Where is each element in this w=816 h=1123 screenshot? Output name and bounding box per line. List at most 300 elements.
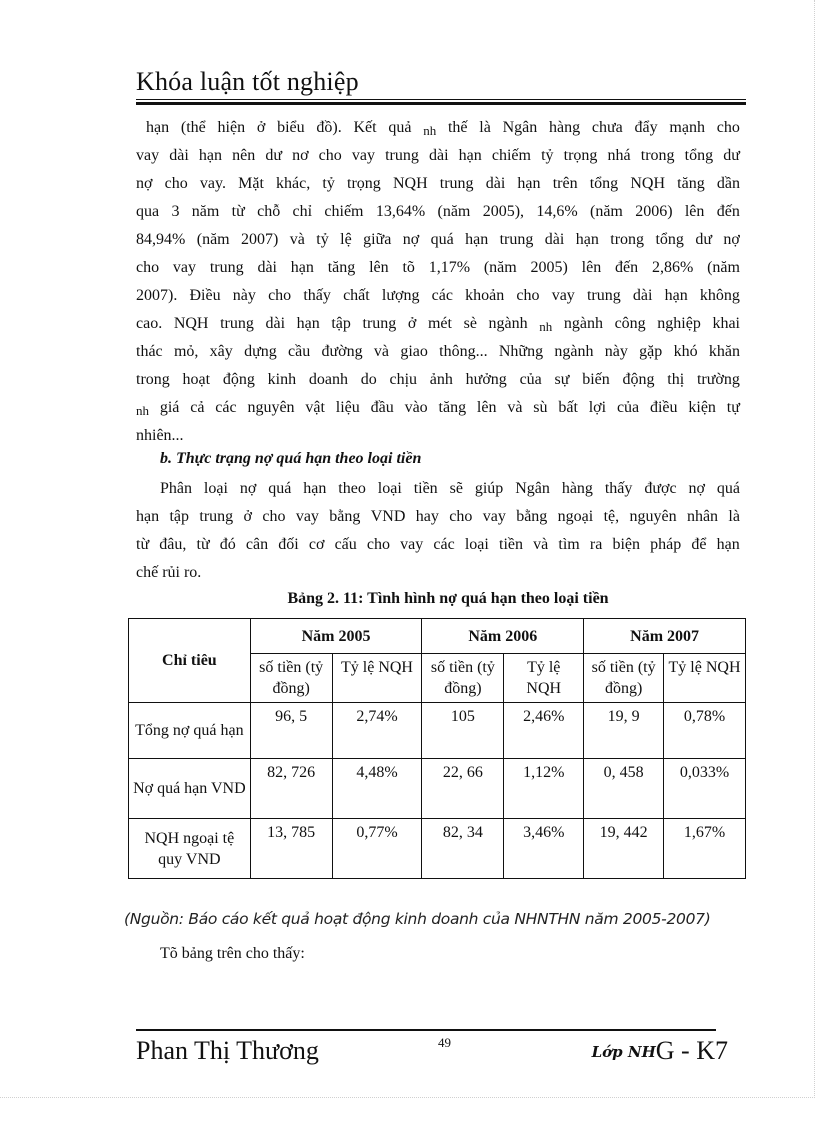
footer-class-code: G - K7 bbox=[655, 1036, 728, 1065]
word: dài bbox=[265, 315, 286, 332]
word: (năm bbox=[196, 231, 230, 248]
word: vay bbox=[551, 287, 575, 304]
word: cho bbox=[164, 175, 188, 192]
word: chế rủi ro. bbox=[136, 564, 202, 581]
row-label: Nợ quá hạn VND bbox=[129, 759, 251, 819]
table-cell: 2,74% bbox=[332, 703, 422, 759]
word: trọng bbox=[347, 175, 381, 192]
table-row bbox=[129, 703, 746, 759]
paragraph-line bbox=[136, 254, 740, 282]
paragraph-npl-by-term bbox=[136, 114, 740, 450]
word: hạn bbox=[517, 175, 541, 192]
header-rule-thick bbox=[136, 102, 746, 105]
word: 84,94% bbox=[136, 231, 186, 248]
word: cao. bbox=[136, 315, 163, 332]
word: Ngân bbox=[502, 119, 538, 136]
table-source-note: (Nguồn: Báo cáo kết quả hoạt động kinh doanh của NHNTHN năm 2005-2007) bbox=[124, 910, 711, 928]
word: ra bbox=[589, 536, 603, 553]
word: dài bbox=[632, 287, 653, 304]
paragraph-npl-by-currency bbox=[136, 475, 740, 587]
year-header: Năm 2007 bbox=[584, 619, 746, 654]
word: cho bbox=[318, 147, 342, 164]
table-cell: 22, 66 bbox=[422, 759, 504, 819]
word: đẩy bbox=[634, 119, 658, 136]
paragraph-line bbox=[136, 310, 740, 338]
amount-subheader: số tiền (tỷ đồng) bbox=[422, 654, 504, 703]
word: vay bbox=[172, 259, 197, 276]
word: đó bbox=[219, 536, 236, 553]
row-label: Tổng nợ quá hạn bbox=[129, 703, 251, 759]
word: cho bbox=[136, 259, 160, 276]
word: các bbox=[431, 287, 453, 304]
header-rule-thin bbox=[136, 99, 746, 100]
word: tỷ bbox=[541, 147, 554, 164]
word: vay. bbox=[199, 175, 226, 192]
table-row bbox=[129, 819, 746, 879]
word: Kết bbox=[353, 119, 377, 136]
table-cell: 0,033% bbox=[664, 759, 746, 819]
word: lên bbox=[476, 399, 497, 416]
word: giá bbox=[159, 399, 180, 416]
word: cho bbox=[268, 287, 292, 304]
word: qua bbox=[136, 203, 160, 220]
word: đối bbox=[278, 536, 299, 553]
footer-class bbox=[592, 1036, 728, 1066]
word: trong bbox=[610, 231, 645, 248]
word: trung bbox=[220, 315, 254, 332]
word: hoạt bbox=[182, 371, 211, 388]
word: động bbox=[622, 371, 655, 388]
word: tự bbox=[726, 399, 740, 416]
word: cho bbox=[366, 536, 391, 553]
word: này bbox=[604, 343, 628, 360]
word: trung bbox=[586, 287, 621, 304]
paragraph-line bbox=[136, 422, 740, 450]
word: nên bbox=[232, 147, 256, 164]
word: dài bbox=[169, 147, 189, 164]
word: lên bbox=[684, 203, 705, 220]
ratio-subheader: Tỷ lệ NQH bbox=[332, 654, 422, 703]
word: (năm bbox=[483, 259, 517, 276]
word: chỗ bbox=[257, 203, 281, 220]
word: kinh bbox=[267, 371, 297, 388]
word: mỏ, bbox=[173, 343, 199, 360]
word: bất bbox=[558, 399, 578, 416]
word: của bbox=[519, 371, 542, 388]
table-cell: 96, 5 bbox=[250, 703, 332, 759]
word: trung bbox=[199, 508, 234, 525]
running-header-title: Khóa luận tốt nghiệp bbox=[136, 67, 359, 96]
word: dư bbox=[723, 147, 740, 164]
word: chất bbox=[343, 287, 370, 304]
table-header-row bbox=[129, 619, 746, 654]
word: hạn bbox=[458, 147, 482, 164]
word: tỷ bbox=[322, 175, 335, 192]
word: ngành bbox=[563, 315, 603, 332]
paragraph-line bbox=[136, 282, 740, 310]
word: Mặt bbox=[238, 175, 264, 192]
word: nợ bbox=[136, 175, 153, 192]
word: dựng bbox=[244, 343, 277, 360]
word: hàng bbox=[549, 119, 581, 136]
table-cell: 4,48% bbox=[332, 759, 422, 819]
paragraph-line bbox=[136, 338, 740, 366]
word: vay bbox=[400, 536, 424, 553]
word: hạn bbox=[303, 480, 327, 497]
paragraph-line bbox=[136, 198, 740, 226]
word: quá bbox=[716, 480, 740, 497]
word: trung bbox=[362, 315, 397, 332]
section-heading: b. Thực trạng nợ quá hạn theo loại tiền bbox=[160, 450, 422, 467]
word: tổng bbox=[655, 231, 684, 248]
word: trọng bbox=[563, 147, 598, 164]
word: từ bbox=[196, 536, 210, 553]
word: công bbox=[614, 315, 646, 332]
word: do bbox=[360, 371, 377, 388]
word: lên bbox=[581, 259, 602, 276]
word: loại bbox=[464, 536, 489, 553]
word: các bbox=[215, 399, 237, 416]
word: chưa bbox=[591, 119, 623, 136]
word: đường bbox=[321, 343, 363, 360]
table-cell: 0,77% bbox=[332, 819, 422, 879]
word: từ bbox=[136, 536, 150, 553]
ratio-subheader: Tỷ lệ NQH bbox=[664, 654, 746, 703]
word: nh bbox=[539, 319, 553, 334]
word: là bbox=[728, 508, 740, 525]
page-number: 49 bbox=[438, 1035, 451, 1050]
word: loại bbox=[203, 480, 228, 497]
word: nhá bbox=[607, 147, 631, 164]
word: khó bbox=[673, 343, 698, 360]
word: cơ bbox=[308, 536, 325, 553]
word: đến bbox=[615, 259, 639, 276]
word: và bbox=[289, 231, 305, 248]
table-cell: 2,46% bbox=[504, 703, 584, 759]
word: dài bbox=[544, 231, 565, 248]
word: chiếm bbox=[491, 147, 531, 164]
word: cân bbox=[245, 536, 269, 553]
word: lượng bbox=[381, 287, 420, 304]
word: hưởng bbox=[465, 371, 507, 388]
word: hiện bbox=[217, 119, 246, 136]
word: NQH bbox=[173, 315, 209, 332]
table-cell: 19, 9 bbox=[584, 703, 664, 759]
word: chịu bbox=[389, 371, 418, 388]
word: chỉ bbox=[292, 203, 313, 220]
word: ngoại bbox=[557, 508, 594, 525]
word: nợ bbox=[239, 480, 257, 497]
word: tìm bbox=[558, 536, 580, 553]
word: doanh bbox=[308, 371, 348, 388]
word: nguyên bbox=[247, 399, 295, 416]
word: 1,17% bbox=[428, 259, 471, 276]
word: thông... bbox=[439, 343, 488, 360]
word: Những bbox=[498, 343, 544, 360]
word: Ngân bbox=[515, 480, 550, 497]
word: tiền bbox=[499, 536, 523, 553]
word: vay bbox=[482, 508, 506, 525]
word: VND bbox=[370, 508, 406, 525]
paragraph-line bbox=[136, 531, 740, 559]
word: (năm bbox=[590, 203, 623, 220]
word: trong bbox=[136, 371, 170, 388]
paragraph-line bbox=[136, 170, 740, 198]
word: 13,64% bbox=[375, 203, 426, 220]
word: nhiên... bbox=[136, 427, 184, 444]
word: tõ bbox=[402, 259, 415, 276]
word: xây bbox=[209, 343, 233, 360]
word: theo bbox=[338, 480, 366, 497]
word: là bbox=[479, 119, 491, 136]
word: đâu, bbox=[159, 536, 187, 553]
word: (năm bbox=[707, 259, 740, 276]
word: sẽ bbox=[449, 480, 463, 497]
word: biện bbox=[612, 536, 640, 553]
word: nhân bbox=[686, 508, 719, 525]
word: khác, bbox=[276, 175, 311, 192]
word: 3 bbox=[171, 203, 180, 220]
word: ảnh bbox=[429, 371, 453, 388]
year-header: Năm 2006 bbox=[422, 619, 584, 654]
word: vào bbox=[404, 399, 428, 416]
word: mạnh bbox=[669, 119, 705, 136]
word: cho bbox=[516, 287, 540, 304]
word: nh bbox=[423, 123, 437, 138]
footer-rule bbox=[136, 1029, 716, 1031]
word: dài bbox=[485, 175, 506, 192]
word: cầu bbox=[288, 343, 311, 360]
word: sự bbox=[554, 371, 570, 388]
word: hạn bbox=[575, 231, 599, 248]
word: trường bbox=[696, 371, 740, 388]
word: này bbox=[232, 287, 256, 304]
word: quá bbox=[268, 480, 292, 497]
word: bằng bbox=[329, 508, 361, 525]
word: và bbox=[507, 399, 523, 416]
word: 2007) bbox=[241, 231, 279, 248]
word: ngành bbox=[554, 343, 594, 360]
word: đến bbox=[716, 203, 740, 220]
table-corner-header: Chỉ tiêu bbox=[129, 619, 251, 703]
ratio-subheader: Tỷ lệ NQH bbox=[504, 654, 584, 703]
table-cell: 13, 785 bbox=[250, 819, 332, 879]
word: dài bbox=[429, 147, 449, 164]
word: cả bbox=[190, 399, 205, 416]
word: trong bbox=[640, 147, 675, 164]
word: NQH bbox=[392, 175, 428, 192]
word: để bbox=[691, 536, 707, 553]
word: năm bbox=[191, 203, 220, 220]
word: dần bbox=[716, 175, 740, 192]
word: vay bbox=[136, 147, 160, 164]
word: chiếm bbox=[324, 203, 364, 220]
word: sè bbox=[463, 315, 477, 332]
word: trung bbox=[209, 259, 244, 276]
footer-author: Phan Thị Thương bbox=[136, 1036, 319, 1065]
word: tệ, bbox=[603, 508, 620, 525]
word: tổng bbox=[589, 175, 619, 192]
word: thế bbox=[447, 119, 468, 136]
table-caption: Bảng 2. 11: Tình hình nợ quá hạn theo loại tiền bbox=[287, 590, 609, 607]
post-table-sentence: Tõ bảng trên cho thấy: bbox=[160, 945, 305, 962]
word: nợ bbox=[723, 231, 740, 248]
word: hàng bbox=[561, 480, 593, 497]
word: 2007). bbox=[136, 287, 178, 304]
word: hay bbox=[415, 508, 439, 525]
word: nơ bbox=[292, 147, 309, 164]
word: cho bbox=[716, 119, 740, 136]
word: giao bbox=[400, 343, 428, 360]
word: cho bbox=[262, 508, 286, 525]
table-cell: 1,67% bbox=[664, 819, 746, 879]
word: 2005), bbox=[482, 203, 525, 220]
word: ở bbox=[243, 508, 252, 525]
word: thác bbox=[136, 343, 163, 360]
table-cell: 3,46% bbox=[504, 819, 584, 879]
word: nghiệp bbox=[657, 315, 701, 332]
word: 2005) bbox=[530, 259, 568, 276]
npl-by-currency-table bbox=[128, 618, 746, 879]
word: tiền bbox=[413, 480, 438, 497]
paragraph-line bbox=[136, 559, 740, 587]
word: hạn bbox=[296, 315, 320, 332]
word: 2,86% bbox=[651, 259, 694, 276]
word: nợ bbox=[688, 480, 705, 497]
paragraph-line bbox=[136, 475, 740, 503]
word: quá bbox=[430, 231, 454, 248]
word: hạn bbox=[716, 536, 740, 553]
word: lệ bbox=[340, 231, 352, 248]
word: (thể bbox=[180, 119, 206, 136]
word: đầu bbox=[370, 399, 394, 416]
word: khăn bbox=[708, 343, 740, 360]
word: giữa bbox=[363, 231, 392, 248]
word: nh bbox=[136, 403, 149, 418]
word: Phân bbox=[160, 480, 192, 497]
word: và bbox=[373, 343, 390, 360]
word: quả bbox=[388, 119, 412, 136]
row-label: NQH ngoại tệ quy VND bbox=[129, 819, 251, 879]
word: (năm bbox=[437, 203, 471, 220]
word: tổng bbox=[684, 147, 714, 164]
word: gặp bbox=[639, 343, 663, 360]
word: cho bbox=[449, 508, 473, 525]
paragraph-line bbox=[136, 394, 740, 422]
word: tập bbox=[169, 508, 190, 525]
footer-class-script: Lớp NH bbox=[591, 1043, 656, 1061]
paragraph-line bbox=[136, 142, 740, 170]
word: thị bbox=[667, 371, 685, 388]
paragraph-line bbox=[136, 114, 740, 142]
word: 14,6% bbox=[536, 203, 578, 220]
word: ở bbox=[256, 119, 266, 136]
word: tỷ bbox=[316, 231, 329, 248]
word: hạn bbox=[465, 231, 489, 248]
table-cell: 1,12% bbox=[504, 759, 584, 819]
word: khoản bbox=[465, 287, 505, 304]
word: lên bbox=[369, 259, 389, 276]
word: không bbox=[699, 287, 740, 304]
word: pháp bbox=[650, 536, 682, 553]
word: NQH bbox=[630, 175, 665, 192]
word: dư bbox=[265, 147, 282, 164]
word: ở bbox=[407, 315, 417, 332]
word: nợ bbox=[402, 231, 420, 248]
word: cấu bbox=[334, 536, 357, 553]
word: vật bbox=[305, 399, 325, 416]
word: hạn bbox=[146, 119, 170, 136]
word: vay bbox=[295, 508, 319, 525]
word: của bbox=[616, 399, 640, 416]
word: và bbox=[533, 536, 549, 553]
word: kiện bbox=[688, 399, 716, 416]
amount-subheader: số tiền (tỷ đồng) bbox=[250, 654, 332, 703]
word: dư bbox=[695, 231, 712, 248]
word: dài bbox=[257, 259, 277, 276]
word: lợi bbox=[588, 399, 607, 416]
table-cell: 19, 442 bbox=[584, 819, 664, 879]
word: động bbox=[222, 371, 255, 388]
word: ngành bbox=[488, 315, 528, 332]
word: trung bbox=[385, 147, 419, 164]
word: mét bbox=[427, 315, 452, 332]
word: sù bbox=[533, 399, 548, 416]
word: giúp bbox=[474, 480, 504, 497]
table-cell: 105 bbox=[422, 703, 504, 759]
word: biểu bbox=[277, 119, 305, 136]
table-row bbox=[129, 759, 746, 819]
word: Điều bbox=[189, 287, 221, 304]
table-cell: 82, 34 bbox=[422, 819, 504, 879]
word: khai bbox=[712, 315, 740, 332]
word: trung bbox=[439, 175, 474, 192]
word: thấy bbox=[303, 287, 331, 304]
paragraph-line bbox=[136, 226, 740, 254]
table-cell: 0, 458 bbox=[584, 759, 664, 819]
word: hạn bbox=[290, 259, 314, 276]
word: liệu bbox=[335, 399, 360, 416]
word: 2006) bbox=[635, 203, 673, 220]
word: trên bbox=[552, 175, 578, 192]
word: thấy bbox=[604, 480, 633, 497]
word: hạn bbox=[664, 287, 688, 304]
word: hạn bbox=[198, 147, 222, 164]
word: bằng bbox=[516, 508, 548, 525]
word: tăng bbox=[438, 399, 467, 416]
word: biến bbox=[582, 371, 610, 388]
word: điều bbox=[649, 399, 678, 416]
paragraph-line bbox=[136, 503, 740, 531]
word: loại bbox=[377, 480, 402, 497]
word: tăng bbox=[327, 259, 356, 276]
word: trung bbox=[499, 231, 534, 248]
word: tăng bbox=[677, 175, 705, 192]
word: vay bbox=[351, 147, 375, 164]
word: đồ). bbox=[316, 119, 342, 136]
word: tập bbox=[331, 315, 351, 332]
word: từ bbox=[231, 203, 245, 220]
word: được bbox=[644, 480, 677, 497]
year-header: Năm 2005 bbox=[250, 619, 422, 654]
word: các bbox=[433, 536, 455, 553]
word: hạn bbox=[136, 508, 160, 525]
table-cell: 82, 726 bbox=[250, 759, 332, 819]
table-cell: 0,78% bbox=[664, 703, 746, 759]
word: nguyên bbox=[629, 508, 677, 525]
paragraph-line bbox=[136, 366, 740, 394]
amount-subheader: số tiền (tỷ đồng) bbox=[584, 654, 664, 703]
